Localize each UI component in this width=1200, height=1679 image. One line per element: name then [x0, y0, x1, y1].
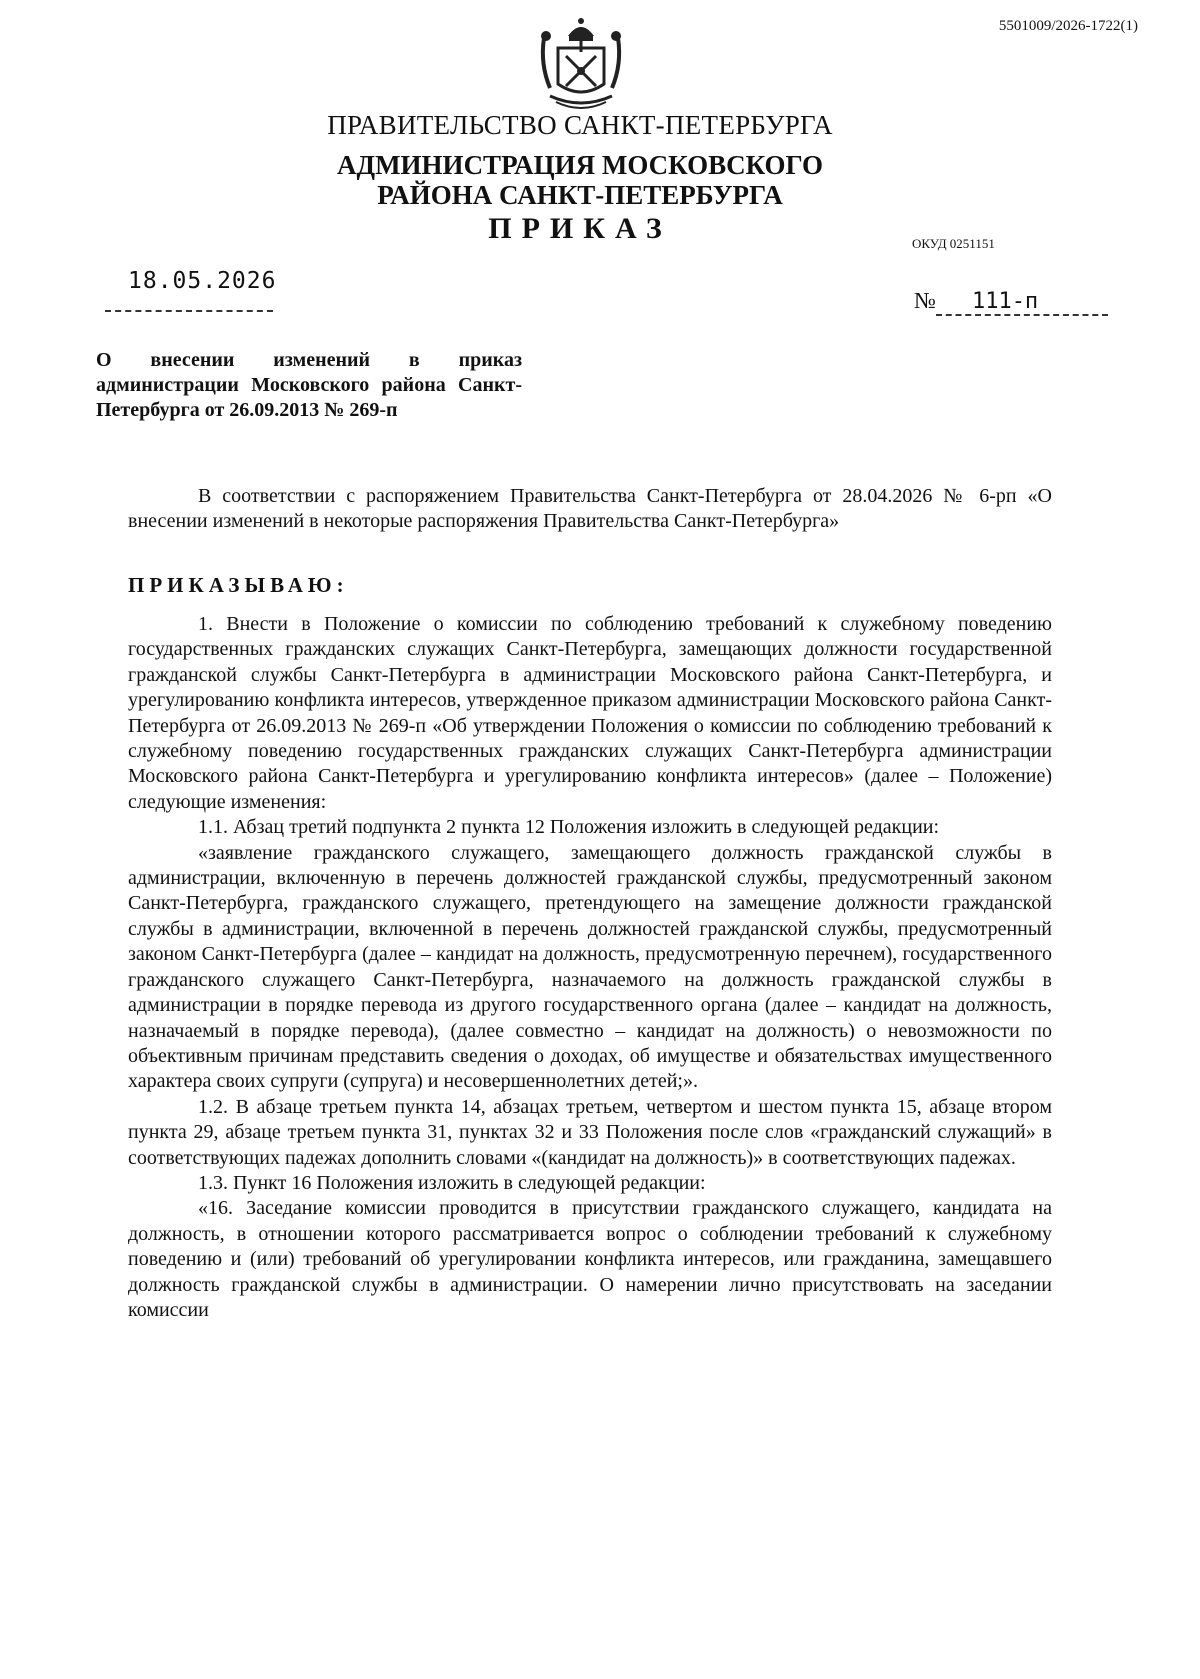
- paragraph-1: 1. Внести в Положение о комиссии по соблюдению требований к служебному поведению государственных гражданских служащих Санкт-Петербурга, замещающих должности государственной гражданской службы Санкт-Петербурга в администрации Московского района Санкт-Петербурга, и урегулированию конфликта интересов, утвержденное приказом администрации Московского района Санкт-Петербурга от 26.09.2013 № 269-п «Об утверждении Положения о комиссии по соблюдению требований к служебному поведению государственных гражданских служащих Санкт-Петербурга администрации Московского района Санкт-Петербурга и урегулированию конфликта интересов» (далее – Положение) следующие изменения:: [128, 613, 1052, 813]
- administration-title: [0, 150, 1160, 210]
- administration-title-line2: РАЙОНА САНКТ-ПЕТЕРБУРГА: [377, 180, 783, 210]
- document-number-block: [914, 288, 1108, 316]
- order-subject: [96, 348, 522, 423]
- paragraph-1-2: 1.2. В абзаце третьем пункта 14, абзацах третьем, четвертом и шестом пункта 15, абзаце втором пункта 29, абзаце третьем пункта 31, пунктах 32 и 33 Положения после слов «гражданский служащий» в соответствующих падежах дополнить словами «(кандидат на должность)» в соответствующих падежах.: [128, 1095, 1052, 1169]
- paragraph-1-3: 1.3. Пункт 16 Положения изложить в следующей редакции:: [198, 1171, 706, 1194]
- paragraph-1-3-text: «16. Заседание комиссии проводится в присутствии гражданского служащего, кандидата на должность, в отношении которого рассматривается вопрос о соблюдении требований к служебному поведению и (или) требований об урегулировании конфликта интересов, или гражданина, замещавшего должность гражданской службы в администрации. О намерении лично присутствовать на заседании комиссии: [128, 1197, 1052, 1321]
- order-body: [128, 612, 1052, 1323]
- number-sign: №: [914, 288, 936, 313]
- paragraph-1-1-text: «заявление гражданского служащего, замещающего должность гражданской службы в администрации, включенную в перечень должностей гражданской службы, предусмотренный законом Санкт-Петербурга, гражданского служащего, претендующего на замещение должности гражданской службы в администрации, включенной в перечень должностей гражданской службы, предусмотренный законом Санкт-Петербурга (далее – кандидат на должность, предусмотренную перечнем), государственного гражданского служащего Санкт-Петербурга, назначаемого на должность гражданской службы в администрации в порядке перевода из другого государственного органа (далее – кандидат на должность, назначаемый в порядке перевода), (далее совместно – кандидат на должность) о невозможности по объективным причинам представить сведения о доходах, об имуществе и обязательствах имущественного характера своих супруги (супруга) и несовершеннолетних детей;».: [128, 841, 1052, 1093]
- okud-code: ОКУД 0251151: [912, 236, 995, 251]
- date-underline: [105, 310, 273, 312]
- document-type-title: ПРИКАЗ: [488, 212, 672, 245]
- subject-line2: администрации Московского района Санкт-Петербурга от 26.09.2013 № 269-п: [96, 374, 522, 421]
- document-number: 111-п: [936, 289, 1108, 316]
- registration-number: 5501009/2026-1722(1): [998, 18, 1138, 34]
- intro-paragraph: [128, 484, 1052, 535]
- document-date: 18.05.2026: [128, 268, 277, 294]
- government-title: ПРАВИТЕЛЬСТВО САНКТ-ПЕТЕРБУРГА: [327, 110, 833, 140]
- coat-of-arms-emblem: [536, 14, 626, 114]
- paragraph-1-1: 1.1. Абзац третий подпункта 2 пункта 12 Положения изложить в следующей редакции:: [198, 816, 940, 839]
- administration-title-line1: АДМИНИСТРАЦИЯ МОСКОВСКОГО: [337, 150, 823, 180]
- decree-heading: ПРИКАЗЫВАЮ:: [128, 573, 349, 597]
- intro-text: В соответствии с распоряжением Правительства Санкт-Петербурга от 28.04.2026 № 6-рп «О внесении изменений в некоторые распоряжения Правительства Санкт-Петербурга»: [128, 485, 1052, 533]
- subject-line1: О внесении изменений в приказ: [96, 349, 522, 371]
